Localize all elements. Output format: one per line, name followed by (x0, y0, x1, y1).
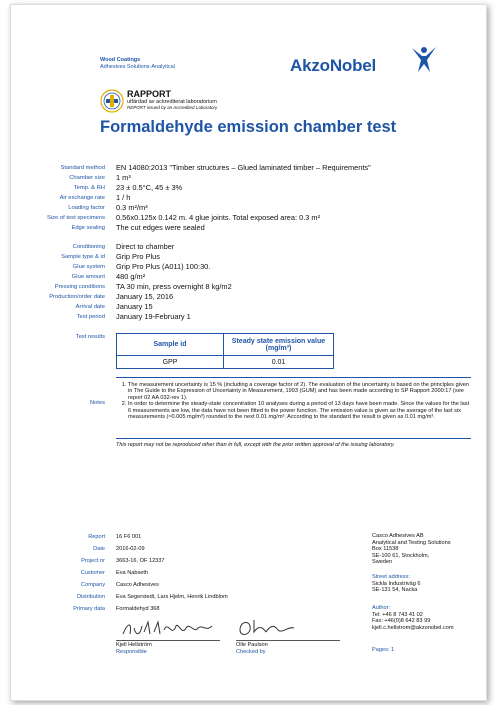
field-value: Grip Pro Plus (A011) 100:30. (116, 262, 211, 271)
address-line: Casco Adhesives AB (372, 533, 424, 539)
street-address-label: Street address: (372, 574, 410, 580)
field-value: January 15, 2016 (116, 292, 174, 301)
field-label: Standard method (60, 165, 105, 171)
table-row (117, 356, 334, 369)
customer-name: Eva Nabseth (116, 570, 149, 576)
notes-bottom-divider (116, 438, 471, 439)
disclaimer-text: This report may not be reproduced other than in full, except with the prior written approval of the issuing laboratory. (116, 442, 395, 448)
company-name: Casco Adhesives (116, 582, 159, 588)
signature-responsible (116, 642, 152, 656)
subdivision-name: Adhesives Solutions-Analytical (100, 64, 175, 70)
project-number: 3663-16, OF 12337 (116, 558, 165, 564)
field-label: Production/order date (49, 294, 105, 300)
field-label: Glue system (72, 264, 105, 270)
akzonobel-logo: AkzoNobel (290, 56, 377, 75)
notes-top-divider (116, 377, 471, 378)
distribution-list: Eva Segerstedt, Lars Hjelm, Henrik Lindblom (116, 594, 228, 600)
info-label: Distribution (77, 594, 105, 600)
signer-name: Kjell Hellström (116, 642, 152, 648)
field-value: January 19-February 1 (116, 312, 191, 321)
street-address (372, 574, 421, 594)
signer-role: Checked by (236, 649, 266, 655)
field-value: 0.56x0.125x 0.142 m. 4 glue joints. Total exposed area: 0.3 m² (116, 213, 321, 222)
test-results-label: Test results (75, 334, 105, 340)
signer-name: Olle Paulson (236, 642, 268, 648)
field-label: Edge sealing (71, 225, 105, 231)
address-line: Analytical and Testing Solutions (372, 539, 451, 546)
address-line: Box 11538 (372, 546, 399, 552)
field-value: Grip Pro Plus (116, 252, 160, 261)
page-title: Formaldehyde emission chamber test (100, 118, 397, 136)
signature-line (236, 640, 340, 641)
table-header-row (117, 334, 334, 356)
address-line: SE-100 61, Stockholm, (372, 552, 430, 559)
sample-id-cell: GPP (117, 356, 224, 369)
column-header-emission-value: Steady state emission value (mg/m³) (224, 334, 334, 356)
field-value: 0.3 m²/m³ (116, 203, 148, 212)
field-label: Size of test specimens (47, 215, 105, 221)
field-label: Chamber size (69, 175, 105, 181)
results-table (116, 333, 334, 369)
field-value: The cut edges were sealed (116, 223, 205, 232)
author-label: Author: (372, 605, 391, 611)
address-line: SE-131 54, Nacka (372, 587, 418, 593)
rapport-title: RAPPORT (127, 89, 172, 99)
field-value: January 15 (116, 302, 153, 311)
note-item: 1. The measurement uncertainty is 15 % (including a coverage factor of 2). The evaluation of the uncertainty is based on the principles given in The Guide to the Expression of Uncertainty in Measurement, 1993 (GUM) and has been made according to SP Rapport 2000:17 (see report 02 AA 032-rev 1). (128, 382, 471, 401)
rapport-subtitle-en: REPORT issued by an Accredited Laboratory (127, 105, 218, 110)
address-line: Sickla Industriväg 6 (372, 580, 421, 587)
author-fax: Fax: +46(0)8 642 83 99 (372, 618, 431, 624)
info-label: Report (88, 534, 105, 540)
signature-hellstrom-icon (120, 618, 215, 640)
field-value: Direct to chamber (116, 242, 175, 251)
info-label: Customer (80, 570, 105, 576)
signature-paulson-icon (236, 616, 296, 640)
field-value: TA 30 min, press overnight 8 kg/m2 (116, 282, 232, 291)
field-label: Conditioning (72, 244, 105, 250)
field-label: Loading factor (68, 205, 105, 211)
signature-checked-by (236, 642, 268, 656)
field-value: 480 g/m² (116, 272, 146, 281)
signature-line (116, 640, 220, 641)
field-label: Arrival date (75, 304, 105, 310)
field-value: EN 14080:2013 "Timber structures – Glued laminated timber – Requirements" (116, 163, 371, 172)
info-label: Date (93, 546, 105, 552)
field-label: Temp. & RH (73, 185, 105, 191)
info-label: Project nr (81, 558, 105, 564)
report-date: 2016-02-09 (116, 546, 145, 552)
division-name: Wood Coatings (100, 57, 141, 63)
field-label: Pressing conditions (54, 284, 105, 290)
field-value: 23 ± 0.5°C, 45 ± 3% (116, 183, 183, 192)
notes-label: Notes (89, 400, 105, 406)
info-label: Primary data (73, 606, 105, 612)
field-label: Sample type & id (61, 254, 105, 260)
signer-role: Responsible (116, 649, 147, 655)
author-email[interactable]: kjell.c.hellstrom@akzonobel.com (372, 624, 454, 631)
info-label: Company (81, 582, 105, 588)
report-number: 16 F6 001 (116, 534, 142, 540)
akzonobel-figure-icon (410, 44, 438, 74)
field-value: 1 m³ (116, 173, 131, 182)
primary-data: Formaldehyd 368 (116, 606, 160, 612)
author-phone: Tel: +46 8 743 41 02 (372, 611, 423, 618)
rapport-subtitle: utfärdad av ackrediterat laboratorium (127, 99, 217, 105)
field-value: 1 / h (116, 193, 131, 202)
swedac-seal-icon (100, 89, 124, 113)
emission-value-cell: 0.01 (224, 356, 334, 369)
notes-block (116, 382, 471, 420)
address-line: Sweden (372, 559, 393, 565)
company-address (372, 533, 451, 566)
rapport-block (127, 89, 217, 111)
column-header-sample-id: Sample id (117, 334, 224, 356)
division-block (100, 57, 175, 71)
field-label: Air exchange rate (59, 195, 105, 201)
page-count: Pages: 1 (372, 647, 395, 653)
field-label: Test period (76, 314, 105, 320)
note-item: 2. In order to determine the steady-state concentration 10 analyses during a period of 13 days have been made. Since the values for the last 6 measurements are low, the data have not been fitted to the power function. The emission value is given as the average of the last six measurements (≈0.005 mg/m³) rounded to the next 0.01 mg/m³. According to the standard the result is given as 0.01 mg/m³. (128, 401, 471, 420)
field-label: Glue amount (71, 274, 105, 280)
author-contact (372, 605, 454, 631)
